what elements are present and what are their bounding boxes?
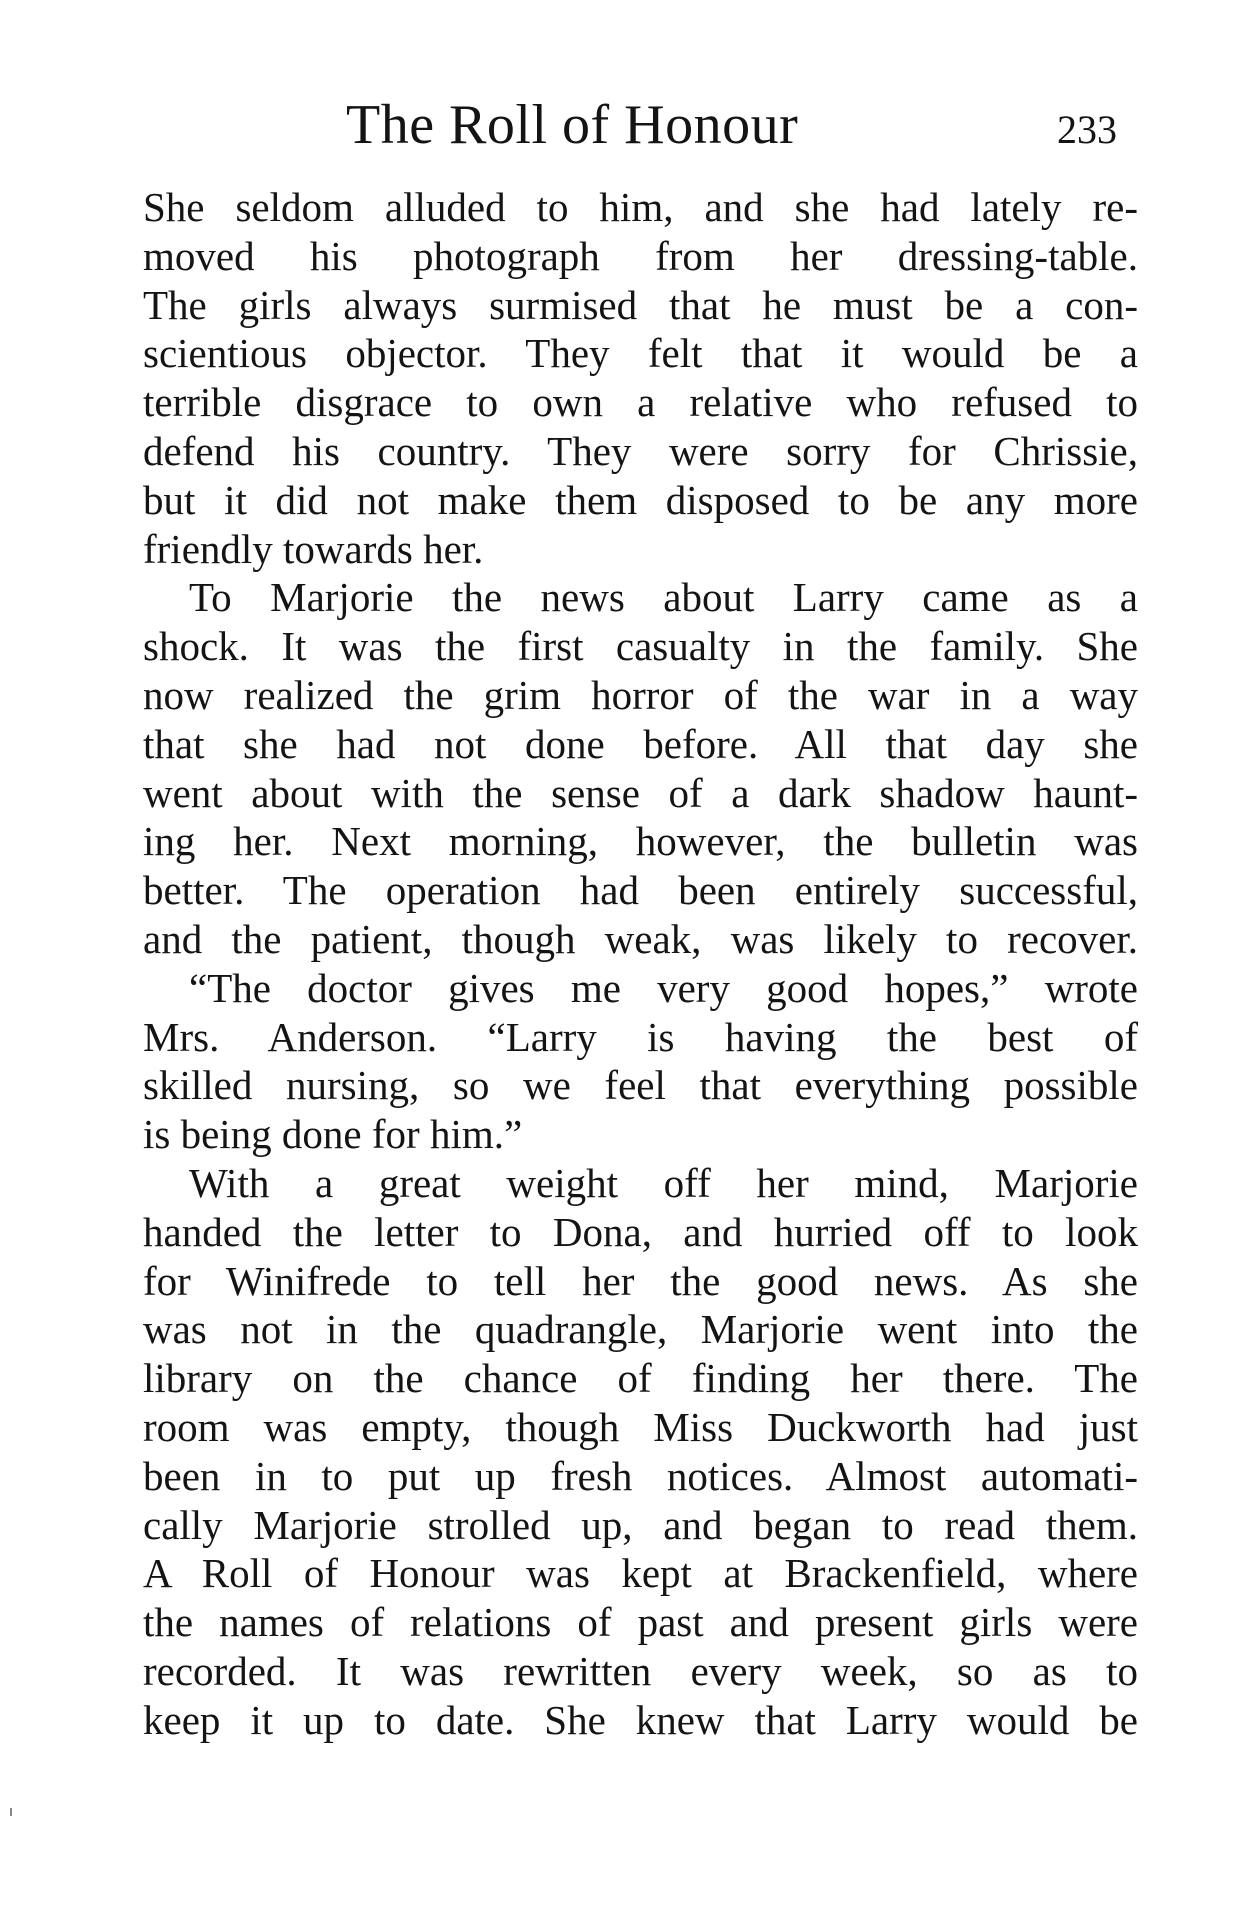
text-line: library on the chance of finding her there. The [143, 1355, 1138, 1402]
text-line: the names of relations of past and present girls were [143, 1599, 1138, 1646]
text-line: “The doctor gives me very good hopes,” wrote [189, 964, 1138, 1011]
text-line: friendly towards her. [143, 525, 484, 572]
text-line: ing her. Next morning, however, the bulletin was [143, 818, 1138, 865]
text-line: The girls always surmised that he must be a con- [143, 281, 1138, 328]
text-line: To Marjorie the news about Larry came as a [189, 574, 1138, 621]
text-line: moved his photograph from her dressing-table. [143, 232, 1138, 279]
text-line: skilled nursing, so we feel that everything possible [143, 1062, 1138, 1109]
text-line: A Roll of Honour was kept at Brackenfield, where [143, 1550, 1138, 1597]
page-number: 233 [1057, 107, 1117, 152]
text-line: went about with the sense of a dark shadow haunt- [143, 769, 1138, 816]
body-text [143, 183, 1138, 1745]
text-line: for Winifrede to tell her the good news. As she [143, 1257, 1138, 1304]
text-line: Mrs. Anderson. “Larry is having the best of [143, 1013, 1138, 1060]
text-line: better. The operation had been entirely successful, [143, 867, 1138, 914]
running-title: The Roll of Honour [346, 94, 799, 156]
text-line: With a great weight off her mind, Marjorie [189, 1159, 1138, 1206]
text-line: She seldom alluded to him, and she had lately re- [143, 184, 1138, 230]
text-line: was not in the quadrangle, Marjorie went into the [143, 1306, 1138, 1353]
text-line: keep it up to date. She knew that Larry would be [143, 1696, 1138, 1743]
text-line: but it did not make them disposed to be any more [143, 476, 1138, 523]
text-line: that she had not done before. All that day she [143, 720, 1138, 767]
text-line: now realized the grim horror of the war in a way [143, 671, 1138, 718]
text-line: shock. It was the first casualty in the family. She [143, 623, 1138, 670]
text-line: and the patient, though weak, was likely to recover. [143, 915, 1138, 962]
text-line: room was empty, though Miss Duckworth had just [143, 1403, 1138, 1450]
text-line: terrible disgrace to own a relative who refused to [143, 379, 1138, 426]
text-line: recorded. It was rewritten every week, so as to [143, 1647, 1138, 1694]
text-line: been in to put up fresh notices. Almost automati- [143, 1452, 1138, 1499]
scan-margin-mark [10, 1808, 12, 1816]
text-line: handed the letter to Dona, and hurried off to look [143, 1208, 1138, 1255]
text-line: scientious objector. They felt that it would be a [143, 330, 1138, 377]
text-line: cally Marjorie strolled up, and began to read them. [143, 1501, 1138, 1548]
running-header [0, 90, 1240, 160]
text-line: is being done for him.” [143, 1111, 523, 1158]
text-line: defend his country. They were sorry for Chrissie, [143, 427, 1138, 474]
